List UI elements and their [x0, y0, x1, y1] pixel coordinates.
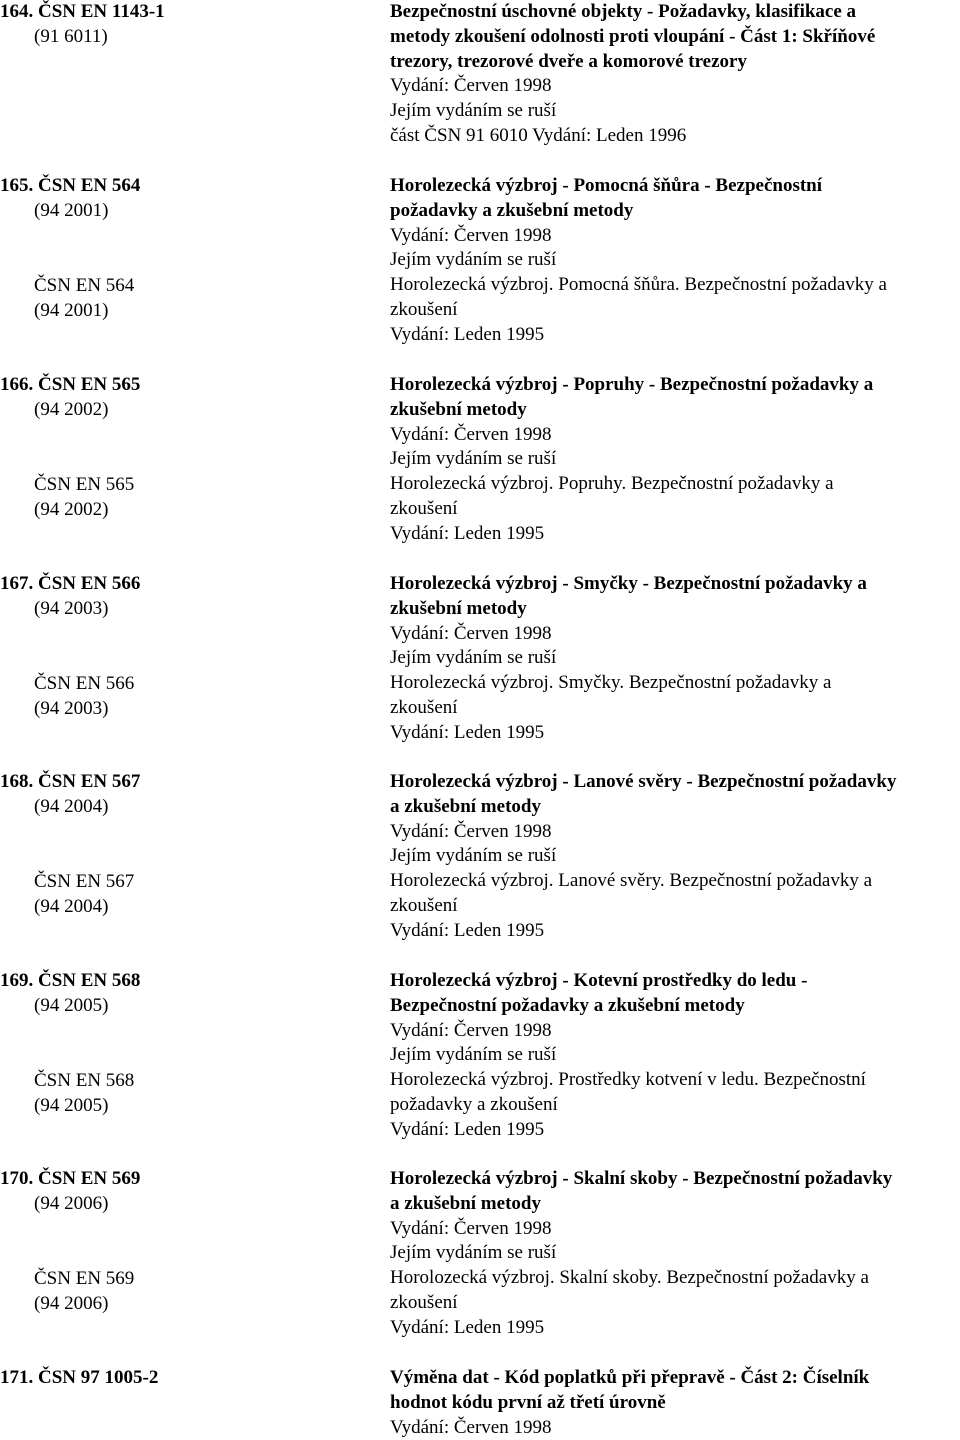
old-class-code: (94 2001) [34, 300, 109, 321]
issued-date: Vydání: Červen 1998 [390, 423, 552, 445]
entry-number: 167. [0, 573, 34, 594]
replaces-label: Jejím vydáním se ruší [390, 249, 557, 271]
entry-heading [0, 1167, 140, 1192]
replaces-label: Jejím vydáním se ruší [390, 1044, 557, 1066]
old-class-code: (94 2003) [34, 698, 109, 719]
standard-code: ČSN EN 569 [38, 1168, 141, 1189]
issued-date: Vydání: Červen 1998 [390, 1217, 552, 1239]
title-line: Bezpečnostní úschovné objekty - Požadavky, klasifikace a [390, 1, 857, 22]
class-code: (94 2004) [34, 796, 109, 817]
old-issued-date: Vydání: Leden 1995 [390, 919, 545, 941]
old-standard-code: ČSN EN 568 [34, 1070, 135, 1091]
title-line: Bezpečnostní požadavky a zkušební metody [390, 994, 745, 1016]
old-class-code: (94 2004) [34, 896, 109, 917]
old-class-code: (94 2002) [34, 499, 109, 520]
entry-heading [0, 969, 140, 994]
issued-date: Vydání: Červen 1998 [390, 224, 552, 246]
title-line: trezory, trezorové dveře a komorové trezory [390, 50, 747, 72]
old-issued-date: Vydání: Leden 1995 [390, 721, 545, 743]
issued-date: Vydání: Červen 1998 [390, 1416, 552, 1438]
title-line: Horolezecká výzbroj - Kotevní prostředky do ledu - [390, 970, 808, 991]
old-title-line: Horolezecká výzbroj. Lanové svěry. Bezpečnostní požadavky a [390, 870, 873, 892]
entry-heading [0, 373, 140, 398]
issued-date: Vydání: Červen 1998 [390, 1019, 552, 1041]
standard-code: ČSN EN 565 [38, 374, 141, 395]
old-title-line: Horolezecká výzbroj. Smyčky. Bezpečnostní požadavky a [390, 672, 832, 694]
standard-code: ČSN 97 1005-2 [38, 1367, 159, 1388]
title-line: Horolezecká výzbroj - Lanové svěry - Bezpečnostní požadavky [390, 771, 897, 792]
entry-details [390, 373, 960, 547]
title-line: Výměna dat - Kód poplatků při přepravě - Část 2: Číselník [390, 1367, 870, 1388]
standard-code: ČSN EN 1143-1 [38, 1, 165, 22]
entry-heading [0, 770, 140, 795]
old-title-line: Horolezecká výzbroj. Pomocná šňůra. Bezpečnostní požadavky a [390, 274, 887, 296]
entry-heading [0, 174, 140, 199]
issued-date: Vydání: Červen 1998 [390, 622, 552, 644]
old-issued-date: Vydání: Leden 1995 [390, 323, 545, 345]
class-code: (94 2005) [34, 995, 109, 1016]
old-standard-code: ČSN EN 567 [34, 871, 135, 892]
class-code: (94 2001) [34, 200, 109, 221]
entry-details [390, 1366, 960, 1440]
entry-details [390, 0, 960, 149]
replaces-label: Jejím vydáním se ruší [390, 647, 557, 669]
class-code: (91 6011) [34, 26, 108, 47]
title-line: zkušební metody [390, 597, 527, 619]
standard-code: ČSN EN 564 [38, 175, 141, 196]
old-class-code: (94 2005) [34, 1095, 109, 1116]
replaces-label: Jejím vydáním se ruší [390, 448, 557, 470]
entry-details [390, 969, 960, 1143]
title-line: a zkušební metody [390, 795, 541, 817]
old-issued-date: Vydání: Leden 1995 [390, 1118, 545, 1140]
old-title-line: Horolezecká výzbroj. Prostředky kotvení v ledu. Bezpečnostní [390, 1069, 866, 1091]
old-title-line: zkoušení [390, 696, 458, 718]
title-line: Horolezecká výzbroj - Pomocná šňůra - Bezpečnostní [390, 175, 823, 196]
entry-heading [0, 572, 140, 597]
old-standard-code: ČSN EN 566 [34, 673, 135, 694]
title-line: Horolezecká výzbroj - Popruhy - Bezpečnostní požadavky a [390, 374, 874, 395]
entry-details [390, 572, 960, 746]
title-line: hodnot kódu první až třetí úrovně [390, 1391, 666, 1413]
entry-number: 170. [0, 1168, 34, 1189]
old-title-line: Horolozecká výzbroj. Skalní skoby. Bezpečnostní požadavky a [390, 1267, 869, 1289]
entry-number: 164. [0, 1, 34, 22]
replaces-label: Jejím vydáním se ruší [390, 1242, 557, 1264]
old-title-line: zkoušení [390, 894, 458, 916]
issued-date: Vydání: Červen 1998 [390, 75, 552, 97]
old-title-line: zkoušení [390, 1291, 458, 1313]
entry-number: 168. [0, 771, 34, 792]
old-standard-code: ČSN EN 569 [34, 1268, 135, 1289]
replaces-label: Jejím vydáním se ruší [390, 100, 557, 122]
title-line: Horolezecká výzbroj - Smyčky - Bezpečnostní požadavky a [390, 573, 867, 594]
old-title-line: požadavky a zkoušení [390, 1093, 558, 1115]
title-line: požadavky a zkušební metody [390, 199, 634, 221]
class-code: (94 2006) [34, 1193, 109, 1214]
old-standard-code: ČSN EN 565 [34, 474, 135, 495]
old-issued-date: Vydání: Leden 1995 [390, 522, 545, 544]
standard-code: ČSN EN 568 [38, 970, 141, 991]
old-class-code: (94 2006) [34, 1293, 109, 1314]
entry-details [390, 770, 960, 944]
title-line: metody zkoušení odolnosti proti vloupání - Část 1: Skříňové [390, 25, 876, 47]
title-line: zkušební metody [390, 398, 527, 420]
replaces-label: Jejím vydáním se ruší [390, 845, 557, 867]
title-line: Horolezecká výzbroj - Skalní skoby - Bezpečnostní požadavky [390, 1168, 893, 1189]
old-standard-code: ČSN EN 564 [34, 275, 135, 296]
entry-number: 166. [0, 374, 34, 395]
entry-heading [0, 1366, 158, 1391]
replaces-text: část ČSN 91 6010 Vydání: Leden 1996 [390, 124, 687, 146]
old-title-line: zkoušení [390, 497, 458, 519]
class-code: (94 2003) [34, 598, 109, 619]
entry-number: 165. [0, 175, 34, 196]
entry-details [390, 174, 960, 348]
standard-code: ČSN EN 567 [38, 771, 141, 792]
entry-number: 169. [0, 970, 34, 991]
entry-heading [0, 0, 165, 25]
title-line: a zkušební metody [390, 1192, 541, 1214]
class-code: (94 2002) [34, 399, 109, 420]
old-issued-date: Vydání: Leden 1995 [390, 1316, 545, 1338]
entry-number: 171. [0, 1367, 34, 1388]
standard-code: ČSN EN 566 [38, 573, 141, 594]
entry-details [390, 1167, 960, 1341]
old-title-line: Horolezecká výzbroj. Popruhy. Bezpečnostní požadavky a [390, 473, 834, 495]
issued-date: Vydání: Červen 1998 [390, 820, 552, 842]
old-title-line: zkoušení [390, 298, 458, 320]
